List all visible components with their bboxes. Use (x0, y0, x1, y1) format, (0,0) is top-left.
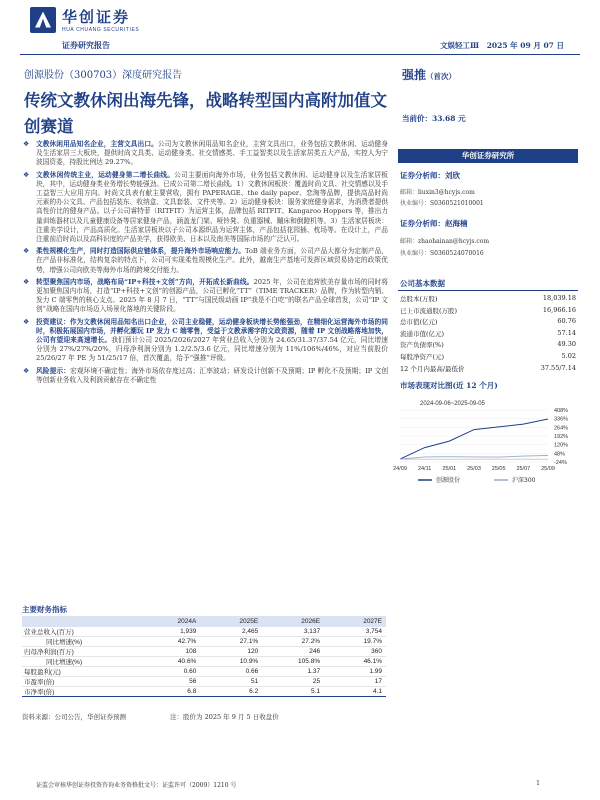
fin-note-text: 注：股价为 2025 年 9 月 5 日收盘价 (170, 713, 279, 721)
rating (402, 66, 456, 83)
performance-chart-svg (393, 396, 578, 486)
fin-table-label: 营业总收入(百万) (22, 627, 138, 637)
chart-y-tick: 48% (554, 451, 566, 458)
fin-table-cell: 108 (138, 647, 200, 657)
chart-legend-label: 沪深300 (512, 477, 536, 484)
header-divider (20, 54, 580, 55)
analyst-1-email-row: 邮箱：liuxin3@hcyjs.com (400, 189, 475, 196)
fin-table-header: 2025E (200, 616, 262, 627)
analyst-1-id: S0360521010001 (430, 200, 484, 207)
fin-table-header-row (22, 616, 386, 627)
current-price: 当前价：33.68 元 (402, 114, 466, 123)
key-point (22, 367, 388, 385)
key-point-text: ToB 端业务方面，公司产品大都分为定制产品，在产品非标准化，结构复杂的特点下，公司可实现柔性规模化生产。此外，越南生产基地可发挥区域贸易协定的政策优势，增强公司向欧美等海外市场的跨境交付能力。 (36, 247, 388, 274)
page-number: 1 (536, 780, 540, 787)
fin-table-row (22, 627, 386, 637)
key-point (22, 318, 388, 364)
analyst-2-title: 证券分析师：赵海楠 (400, 219, 468, 228)
fin-source-text: 资料来源：公司公告，华创证券预测 (22, 713, 126, 721)
basic-data-row (400, 340, 576, 352)
basic-data-label: 总股本(万股) (400, 295, 438, 303)
rating-note: （首次） (426, 72, 457, 81)
performance-chart (393, 396, 578, 486)
key-point (22, 140, 388, 168)
logo-name-en: HUA CHUANG SECURITIES (62, 27, 140, 33)
basic-data-value: 49.30 (557, 340, 576, 349)
chart-y-tick: 120% (554, 442, 569, 449)
fin-table-row (22, 647, 386, 657)
logo-mark-icon (30, 7, 56, 33)
key-points (22, 140, 388, 388)
fin-table-cell: 25 (262, 677, 324, 687)
key-point-lead: 柔性规模化生产，同时打造国际供应链体系，提升海外市场响应能力。 (36, 247, 245, 256)
chart-x-tick: 24/11 (417, 466, 432, 472)
analyst-2-email-row: 邮箱：zhaohainan@hcyjs.com (400, 238, 490, 245)
chart-x-tick: 25/01 (442, 466, 457, 472)
key-point-text: 公司为文教休闲用品知名企业，主营文具出口，业务包括文教休闲、运动健身及生活家居三大板块，提供时尚文具类、运动健身类、社交情感类、手工益智类以及生活家居类五大产品，实控人为宁波国资委，持股比例达 29.27%。 (36, 140, 388, 167)
key-point-lead: 投资建议：作为文教休闲用品知名出口企业，公司主业稳健，运动健身板块增长势能强劲，在精细化运营海外市场的同时，积极拓展国内市场，并孵化潮玩 IP 发力 C 端零售，受益于文教承需字的文政资源，随着 IP 文创战略落地加快，公司有望迎来高速增长。 (36, 317, 388, 345)
basic-data-title: 公司基本数据 (400, 279, 445, 288)
key-point-text: 2025 年，公司在追营欧美存量市场的同时将更加聚焦国内市场，打造“IP+科技+文创”的创源产品，公司已孵化“TT”（TIME TRACKER）品牌，作为转型内销、发力 C 端零售的核心支点。2025 年 8 月 7 日，“TT”与国民级动画 IP“我是不白吃”的联名产品全球首发，公司“IP 文创”战略在国内市场迈入场景化落地的关键阶段。 (36, 277, 388, 314)
fin-table-cell: 46.1% (324, 657, 386, 667)
perf-chart-title: 市场表现对比图(近 12 个月) (400, 381, 498, 390)
basic-data-row (400, 364, 576, 376)
fin-table-label: 同比增速(%) (22, 657, 138, 667)
fin-table-header: 2027E (324, 616, 386, 627)
fin-table-cell: 105.8% (262, 657, 324, 667)
industry-date: 文娱轻工Ⅲ 2025 年 09 月 07 日 (440, 41, 564, 50)
basic-data-rule (398, 290, 578, 291)
fin-table-cell: 0.60 (138, 667, 200, 677)
chart-x-tick: 25/09 (541, 466, 555, 472)
chart-y-tick: 264% (554, 425, 569, 432)
fin-table-cell: 6.8 (138, 687, 200, 697)
basic-data-value: 57.14 (557, 328, 576, 337)
fin-table-cell: 17 (324, 677, 386, 687)
fin-table-cell: 19.7% (324, 637, 386, 647)
key-point-lead: 转型聚焦国内市场，战略布局“IP+科技+文创”方向，开拓成长新曲线。 (36, 277, 254, 286)
fin-table-label: 每股盈利(元) (22, 667, 138, 677)
fin-table-label: 市净率(倍) (22, 687, 138, 697)
basic-data-label: 12 个月内最高/最低价 (400, 364, 465, 373)
key-point (22, 171, 388, 245)
report-type: 证券研究报告 (62, 40, 110, 50)
basic-data-row (400, 294, 576, 306)
basic-data-label: 每股净资产(元) (400, 353, 445, 361)
analyst-1-id-row: 执业编号：S0360521010001 (400, 200, 484, 207)
fin-table-cell: 1.99 (324, 667, 386, 677)
financial-table (22, 616, 386, 697)
chart-y-tick: 192% (554, 434, 569, 440)
fin-table-row (22, 677, 386, 687)
key-point-lead: 风险提示： (36, 366, 71, 375)
basic-data-label: 资产负债率(%) (400, 341, 444, 350)
chart-legend-label: 创源股份 (436, 477, 461, 484)
basic-data-row (400, 306, 576, 318)
company-logo (30, 6, 139, 33)
fin-table-cell: 10.9% (200, 657, 262, 667)
key-point-text: 我们预计公司 2025/2026/2027 年营业总收入分别为 24.65/31.37/37.54 亿元，同比增速分别为 27%/27%/20%，归母净利润分别为 1.2/2.5/3.6 亿元，同比增速分别为 11%/106%/46%，对应当前股价 25/26/27 年 PE 为 51/25/17 倍，首次覆盖，给予“强推”评级。 (36, 336, 388, 363)
fin-table-cell: 27.1% (200, 637, 262, 647)
fin-table-cell: 42.7% (138, 637, 200, 647)
analyst-1-email[interactable]: liuxin3@hcyjs.com (418, 189, 475, 196)
key-point-lead: 文教休闲用品知名企业，主营文具出口。 (36, 140, 158, 148)
chart-x-tick: 25/03 (467, 466, 481, 472)
fin-table-label: 市盈率(倍) (22, 677, 138, 687)
report-title: 传统文教休闲出海先锋，战略转型国内高附加值文创赛道 (24, 91, 387, 136)
chart-x-tick: 25/07 (516, 466, 531, 472)
fin-table-cell: 1.37 (262, 667, 324, 677)
fin-table-label: 同比增速(%) (22, 637, 138, 647)
fin-table-cell: 51 (200, 677, 262, 687)
report-subtitle: 创源股份（300703）深度研究报告 (24, 70, 183, 81)
chart-x-tick: 24/09 (393, 466, 407, 472)
basic-data-value: 18,039.18 (542, 294, 576, 302)
rating-label: 强推 (402, 68, 427, 82)
logo-name-cn: 华创证券 (62, 8, 131, 26)
basic-data-value: 5.02 (561, 352, 576, 360)
analyst-2-email[interactable]: zhaohainan@hcyjs.com (418, 238, 490, 245)
fin-table-cell: 40.6% (138, 657, 200, 667)
chart-series-line-index (400, 456, 548, 460)
fin-table-source (22, 712, 279, 721)
fin-table-cell: 2,465 (200, 627, 262, 637)
fin-table-cell: 3,754 (324, 627, 386, 637)
basic-data-row (400, 329, 576, 341)
basic-data-value: 16,966.16 (542, 305, 576, 314)
fin-table-cell: 5.1 (262, 687, 324, 697)
fin-table-cell: 360 (324, 647, 386, 657)
chart-y-tick: 336% (554, 416, 569, 423)
fin-table-title: 主要财务指标 (22, 605, 67, 614)
basic-data-value: 60.76 (557, 317, 576, 326)
fin-table-cell: 0.66 (200, 667, 262, 677)
fin-table-cell: 4.1 (324, 687, 386, 697)
fin-table-row (22, 687, 386, 697)
basic-data-value: 37.55/7.14 (540, 363, 576, 372)
basic-data-label: 流通市值(亿元) (400, 329, 445, 338)
chart-range-label: 2024-09-06~2025-09-05 (420, 401, 485, 407)
key-point (22, 247, 388, 275)
fin-table-row (22, 637, 386, 647)
key-point (22, 278, 388, 315)
basic-data-label: 总市值(亿元) (400, 318, 438, 327)
fin-table-row (22, 667, 386, 677)
analyst-2-id: S0360524070016 (430, 250, 484, 257)
footer-license: 证监会审核华创证券投资咨询业务资格批文号：证监许可（2009）1210 号 (36, 782, 237, 789)
fin-table-label: 归母净利润(百万) (22, 647, 138, 657)
fin-table-header (22, 616, 138, 627)
fin-table-cell: 6.2 (200, 687, 262, 697)
chart-x-tick: 25/05 (491, 466, 506, 472)
page-header (0, 0, 600, 52)
fin-table-cell: 246 (262, 647, 324, 657)
basic-data-label: 已上市流通股(万股) (400, 306, 458, 315)
fin-table-cell: 120 (200, 647, 262, 657)
key-point-text: 宏观环境不确定性；海外市场依存度过高；汇率波动；研发设计创新不及预期；IP 孵化不及预期；IP 文创等创新业务收入及利润贡献存在不确定性 (36, 366, 389, 384)
analyst-1-title: 证券分析师：刘欣 (400, 171, 460, 180)
basic-data-row (400, 352, 576, 364)
analyst-2-id-row: 执业编号：S0360524070016 (400, 250, 484, 257)
fin-table-cell: 3,137 (262, 627, 324, 637)
fin-table-cell: 1,939 (138, 627, 200, 637)
fin-table-cell: 27.2% (262, 637, 324, 647)
fin-table-header: 2024A (138, 616, 200, 627)
fin-table-header: 2026E (262, 616, 324, 627)
fin-table-cell: 56 (138, 677, 200, 687)
institute-banner: 华创证券研究所 (398, 149, 578, 163)
fin-table-row (22, 657, 386, 667)
key-point-lead: 文教休闲传统主业，运动健身第二增长曲线。 (36, 170, 175, 179)
basic-data-row (400, 317, 576, 329)
chart-y-tick: -24% (554, 460, 567, 466)
key-point-text: 公司主要面向海外市场，业务包括文教休闲、运动健身以及生活家居板块，其中，运动健身类业务增长势能强劲。已成公司第二增长曲线。1）文教休闲板块：覆盖时尚文具、社交情感以及手工益智三大应用方向。时尚文具表有献主要营收，拥有 PAPERAGE、the daily paper、恋淘等品牌，提供高品时尚元素的办公文具、产品包括装东、收纳盒、文具套装、文件夹等。2）运动健身板块：服务家庭健身需求，为消费者提供高性价比的健身产品。以子公司睿特菲（RITFIT）为运营主体，品牌包括 RITFIT、Kangaroo Hoppers 等，推出力量训练器材以及儿童健康设备等居家健身产品，涵盖龙门架、哑铃凳、负重器械、蹦床和倒蹬机等。3）生活家居板块：注重美学设计，产品高质化。生活家居板块以子公司本源织品为运营主体，产品包括花园插、枕场等。在设计上，产品注重前沿时尚以及高科识度的产品美学，获得欧美、日本以及南美等国际市场的广泛认可。 (36, 170, 389, 244)
chart-y-tick: 408% (554, 408, 569, 414)
